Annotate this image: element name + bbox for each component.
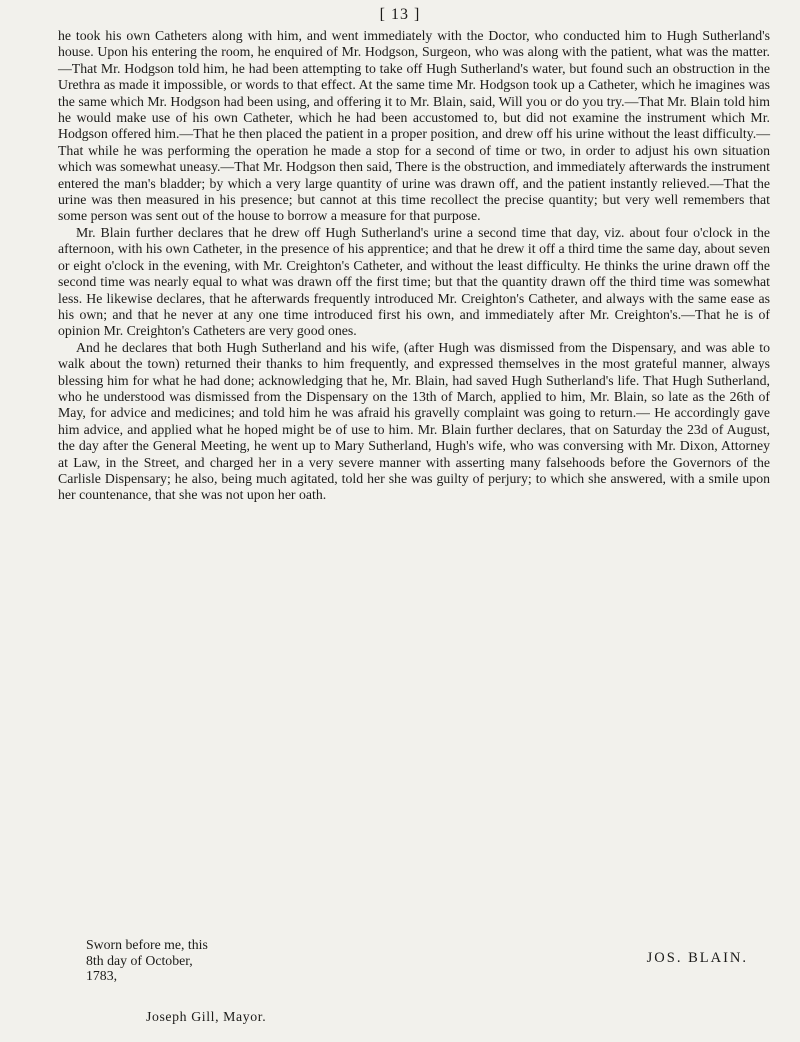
- sworn-line-2: 8th day of October,: [86, 952, 193, 968]
- paragraph-3: And he declares that both Hugh Sutherland and his wife, (after Hugh was dismissed from the Dispensary, and was able to walk about the town) returned their thanks to him frequently, and expressed themselves in the most grateful manner, always blessing him for what he had done; acknowledging that he, Mr. Blain, had saved Hugh Sutherland's life. That Hugh Sutherland, who he understood was dismissed from the Dispensary on the 13th of March, applied to him, Mr. Blain, so late as the 26th of May, for advice and medicines; and told him he was afraid his gravelly complaint was going to return.— He accordingly gave him advice, and applied what he hoped might be of use to him. Mr. Blain further declares, that on Saturday the 23d of August, the day after the General Meeting, he went up to Mary Sutherland, Hugh's wife, who was conversing with Mr. Dixon, Attorney at Law, in the Street, and charged her in a very severe manner with asserting many falsehoods before the Governors of the Carlisle Dispensary; he also, being much agitated, told her she was guilty of perjury; to which she answered, with a smile upon her countenance, that she was not upon her oath.: [58, 339, 770, 503]
- signature: JOS. BLAIN.: [646, 950, 748, 966]
- page-number: [ 13 ]: [379, 6, 421, 23]
- attestation-block: [58, 937, 770, 1037]
- paragraph-2: Mr. Blain further declares that he drew off Hugh Sutherland's urine a second time that day, viz. about four o'clock in the afternoon, with his own Catheter, in the presence of his apprentice; and that he drew it off a third time the same day, about seven or eight o'clock in the evening, with Mr. Creighton's Catheter, and without the least difficulty. He thinks the urine drawn off the second time was nearly equal to what was drawn off the first time; but that the quantity drawn off the third time was somewhat less. He likewise declares, that he afterwards frequently introduced Mr. Creighton's Catheter, and always with the same ease as his own; and that he never at any one time introduced first his own, and immediately after Mr. Creighton's.—That he is of opinion Mr. Creighton's Catheters are very good ones.: [58, 224, 770, 339]
- paragraph-1: he took his own Catheters along with him, and went immediately with the Doctor, who conducted him to Hugh Sutherland's house. Upon his entering the room, he enquired of Mr. Hodgson, Surgeon, who was along with the patient, what was the matter.—That Mr. Hodgson told him, he had been attempting to take off Hugh Sutherland's water, but found such an obstruction in the Urethra as made it impossible, or words to that effect. At the same time Mr. Hodgson took up a Catheter, which he imagines was the same which Mr. Hodgson had been using, and offering it to Mr. Blain, said, Will you or do you try.—That Mr. Blain told him he would make use of his own Catheter, which he had been accustomed to, but did not examine the instrument which Mr. Hodgson offered him.—That he then placed the patient in a proper position, and drew off his urine without the least difficulty.—That while he was performing the operation he made a stop for a second of time or two, in order to adjust his own situation which was somewhat uneasy.—That Mr. Hodgson then said, There is the obstruction, and immediately afterwards the instrument entered the man's bladder; by which a very large quantity of urine was drawn off, and the patient instantly relieved.—That the urine was then measured in his presence; but cannot at this time recollect the precise quantity; but very well remembers that some person was sent out of the house to borrow a measure for that purpose.: [58, 28, 770, 224]
- mayor-signature: Joseph Gill, Mayor.: [146, 1009, 267, 1024]
- sworn-line-3: 1783,: [86, 968, 118, 983]
- sworn-statement: [86, 937, 208, 984]
- sworn-line-1: Sworn before me, this: [86, 937, 208, 952]
- body-text: [58, 28, 770, 504]
